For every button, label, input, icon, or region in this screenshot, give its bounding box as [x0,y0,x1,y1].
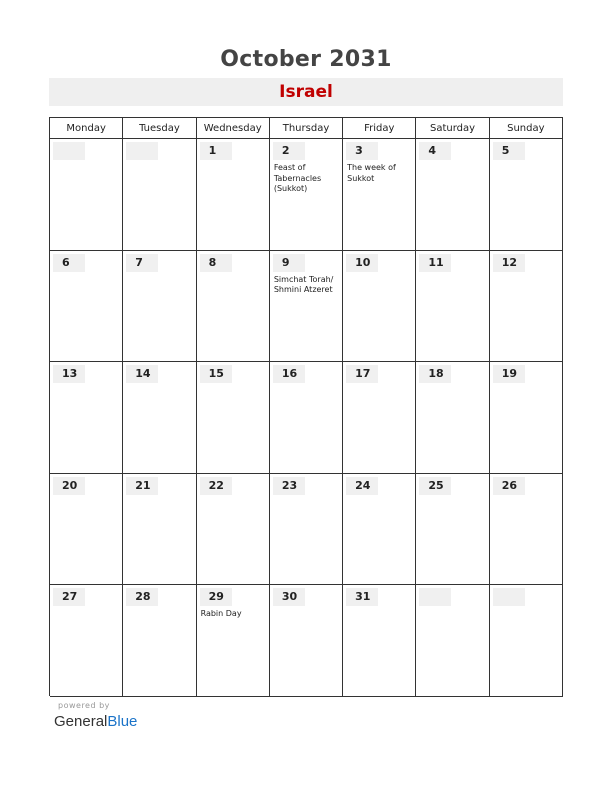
day-cell [343,362,416,474]
day-cell [343,139,416,251]
day-cell [50,362,123,474]
day-cell [50,585,123,697]
day-cell [490,362,563,474]
weekday-thursday: Thursday [270,118,343,139]
day-number: 31 [346,588,378,606]
day-cell [416,139,489,251]
day-number: 1 [200,142,232,160]
week-row [50,585,563,697]
day-number: 12 [493,254,525,272]
day-cell [197,585,270,697]
day-number: 26 [493,477,525,495]
day-number: 14 [126,365,158,383]
day-cell [270,362,343,474]
weeks-container [50,139,563,697]
week-row [50,139,563,251]
brand-blue: Blue [107,713,138,730]
weekday-sunday: Sunday [490,118,563,139]
week-row [50,474,563,586]
holiday-event: The week of Sukkot [347,163,396,183]
day-cell [416,362,489,474]
page-title: October 2031 [220,47,392,72]
weekday-friday: Friday [343,118,416,139]
day-cell [490,585,563,697]
day-cell [270,474,343,586]
day-cell [197,251,270,363]
day-number: 22 [200,477,232,495]
day-cell [490,474,563,586]
generalblue-logo[interactable] [54,713,137,730]
day-number: 6 [53,254,85,272]
day-cell [123,474,196,586]
holiday-event: Rabin Day [200,609,242,619]
day-cell [270,585,343,697]
day-cell [123,251,196,363]
day-cell [343,251,416,363]
day-number: 10 [346,254,378,272]
holiday-event: Feast of Tabernacles (Sukkot) [273,163,322,193]
country-label: Israel [49,78,563,106]
day-number: 16 [273,365,305,383]
day-number: 19 [493,365,525,383]
day-cell [197,362,270,474]
day-cell [270,251,343,363]
brand-general: General [54,713,108,730]
day-number: 30 [273,588,305,606]
empty-day-box [493,588,525,606]
day-number: 13 [53,365,85,383]
day-number: 17 [346,365,378,383]
day-number: 27 [53,588,85,606]
weekday-tuesday: Tuesday [123,118,196,139]
day-cell [197,139,270,251]
holiday-event: Simchat Torah/ Shmini Atzeret [273,274,334,295]
powered-by-label: powered by [58,701,110,710]
day-cell [416,585,489,697]
day-number: 5 [493,142,525,160]
day-number: 23 [273,477,305,495]
day-number: 21 [126,477,158,495]
day-number: 3 [346,142,378,160]
empty-day-box [53,142,85,160]
day-number: 24 [346,477,378,495]
day-number: 18 [419,365,451,383]
day-cell [50,474,123,586]
day-cell [490,139,563,251]
day-cell [343,474,416,586]
day-cell [123,139,196,251]
day-cell [416,251,489,363]
empty-day-box [126,142,158,160]
day-number: 9 [273,254,305,272]
week-row [50,251,563,363]
day-number: 7 [126,254,158,272]
day-cell [50,139,123,251]
day-number: 20 [53,477,85,495]
day-cell [197,474,270,586]
weekday-monday: Monday [50,118,123,139]
day-cell [123,362,196,474]
day-number: 28 [126,588,158,606]
day-cell [490,251,563,363]
day-cell [123,585,196,697]
weekday-wednesday: Wednesday [197,118,270,139]
day-cell [270,139,343,251]
day-number: 4 [419,142,451,160]
weekday-header-row [50,118,563,139]
day-number: 25 [419,477,451,495]
day-cell [416,474,489,586]
weekday-saturday: Saturday [416,118,489,139]
day-number: 15 [200,365,232,383]
week-row [50,362,563,474]
day-cell [50,251,123,363]
day-number: 8 [200,254,232,272]
day-number: 29 [200,588,232,606]
day-cell [343,585,416,697]
day-number: 11 [419,254,451,272]
empty-day-box [419,588,451,606]
day-number: 2 [273,142,305,160]
calendar-grid [49,117,563,696]
